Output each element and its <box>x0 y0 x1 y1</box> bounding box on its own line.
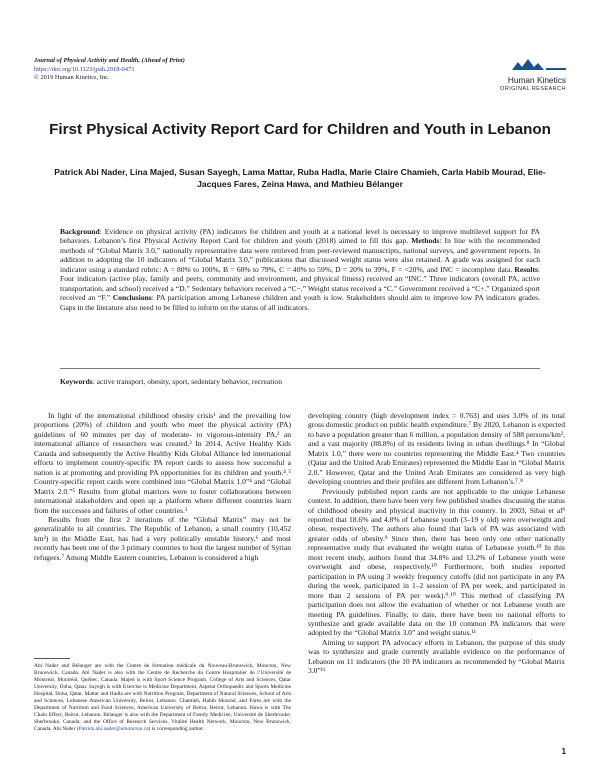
abstract-conclusions: : PA participation among Lebanese children and youth is low. Stakeholders should aim to improve low PA indicators grades. Gaps in the literature also need to be filled to inform on the status of all indicators. <box>60 293 540 312</box>
keywords-label: Keywords <box>60 377 93 386</box>
publisher-name: Human Kinetics <box>507 75 566 85</box>
abstract-conclusions-label: Conclusions <box>112 293 152 303</box>
affiliations-footnote <box>34 663 291 733</box>
author-list: Patrick Abi Nader, Lina Majed, Susan Sayegh, Lama Mattar, Ruba Hadla, Marie Claire Chamieh, Carla Habib Mourad, Elie-Jacques Fares, Zeina Hawa, and Mathieu Bélanger <box>54 167 546 189</box>
abstract-background-label: Background <box>60 227 100 236</box>
body-paragraph: Previously published report cards are not applicable to the unique Lebanese context. In addition, there have been very few published studies discussing the status of childhood obesity and physical inactivity in this country. In 2003, Sibai et al⁹ reported that 18.6% and 4.8% of Lebanese youth (3–19 y old) were overweight and obese, respectively. The authors also found that lack of PA was associated with greater odds of obesity.⁹ Since then, there has been only one other nationally representative study that evaluated the weight status of Lebanese youth.¹⁰ In this most recent study, authors found that 34.8% and 13.2% of Lebanese youth were overweight and obese, respectively.¹⁰ Furthermore, both studies reported participation in PA using 3 weekly frequency cutoffs (did not participate in any PA during the week, participated in 1–2 session of PA per week, and participated in more than 2 sessions of PA per week).⁹˒¹⁰ This method of classifying PA participation does not allow the evaluation of whether or not Lebanese youth are meeting PA guidelines. Finally, to date, there have been no national efforts to synthesize and grade available data on the 10 common PA indicators that were adopted by the “Global Matrix 3.0” and weight status.¹¹ <box>308 486 565 638</box>
footnote-text-end: ) is corresponding author. <box>148 726 205 733</box>
human-kinetics-logo-icon <box>510 58 566 72</box>
abstract-divider <box>60 368 540 369</box>
body-paragraph: In light of the international childhood obesity crisis¹ and the prevailing low proportions (20%) of children and youth who meet the physical activity (PA) guidelines of 60 minutes per day of moderate- to vigorous-intensity PA,² an international alliance of researchers was created.³ In 2014, Active Healthy Kids Canada and subsequently the Active Healthy Kids Global Alliance led international efforts to implement country-specific PA report cards to assess how successful a nation is at promoting and providing PA opportunities for its children and youth.⁴˒⁵ Country-specific report cards were combined into “Global Matrix 1.0”⁴ and “Global Matrix 2.0.”⁵ Results from global matrices were to foster collaborations between international stakeholders and open up a platform where different countries learn from the successes and failures of other countries.³ <box>34 411 291 515</box>
page-number: 1 <box>561 747 566 756</box>
body-right-column <box>308 411 565 676</box>
abstract-results-label: Results <box>514 264 538 274</box>
footnote-text: Abi Nader and Bélanger are with the Centre de formation médicale du Nouveau-Brunswick, Moncton, New Brunswick, Canada. Abi Nader is also with the Centre de Recherche du Centre Hospitalier de l’Université de Montréal, Montréal, Québec, Canada. Majed is with Sport Science Program, College of Arts and Sciences, Qatar University, Doha, Qatar. Sayegh is with Exercise is Medicine Department, Aspetar Orthopaedic and Sports Medicine Hospital, Doha, Qatar. Mattar and Hadla are with Nutrition Program, Department of Natural Sciences, School of Arts and Sciences, Lebanese American University, Beirut, Lebanon. Chamieh, Habib Mourad, and Fares are with the Department of Nutrition and Food Sciences, American University of Beirut, Beirut, Lebanon. Hawa is with The Chain Effect, Beirut, Lebanon. Bélanger is also with the Department of Family Medicine, Université de Sherbrooke, Sherbrooke, Canada; and the Office of Research Services, Vitalité Health Network, Moncton, New Brunswick, Canada. Abi Nader ( <box>34 663 291 733</box>
abstract-methods-label: Methods <box>411 236 440 246</box>
keywords-text: : active transport, obesity, sport, sedentary behavior, recreation <box>92 377 282 386</box>
section-label: ORIGINAL RESEARCH <box>500 86 566 92</box>
footnote-divider <box>34 658 70 659</box>
doi-link[interactable]: https://doi.org/10.1123/jpah.2018-0473 <box>34 65 135 73</box>
body-paragraph: Results from the first 2 iterations of the “Global Matrix” may not be generalizable to all countries. The Republic of Lebanon, a small country (10,452 km²) in the Middle East, has had a very politically unstable history,⁶ and most recently has been one of the 3 primary countries to host the largest number of Syrian refugees.⁷ Among Middle Eastern countries, Lebanon is considered a high <box>34 514 291 562</box>
abstract-results: : Four indicators (active play, family and peers, community and environment, and physical fitness) received an “INC.” Three indicators (overall PA, active transportation, and school) received a “D.” Sedentary behaviors received a “C−.” Weight status received a “C.” Government received a “C+.” Organized sport received an “F.” <box>60 264 541 303</box>
copyright: © 2019 Human Kinetics, Inc. <box>34 74 110 81</box>
keywords <box>60 377 540 386</box>
article-title: First Physical Activity Report Card for Children and Youth in Lebanon <box>49 121 551 138</box>
body-left-column <box>34 411 291 562</box>
body-paragraph: Aiming to support PA advocacy efforts in Lebanon, the purpose of this study was to synthesize and grade currently available evidence on the performance of Lebanon on 11 indicators (the 10 PA indicators as recommended by “Global Matrix 3.0”¹¹ <box>308 637 565 676</box>
abstract-methods: : In line with the recommended methods of “Global Matrix 3.0,” nationally representative data were retrieved from peer-reviewed manuscripts, national surveys, and government reports. In addition to adopting the 10 indicators of “Global Matrix 3.0,” publications that discussed weight status were also retained. A grade was assigned for each indicator using a standard rubric: A = 80% to 100%, B = 60% to 79%, C = 40% to 59%, D = 20% to 39%, F = <20%, and INC = incomplete data. <box>60 236 540 274</box>
abstract <box>60 227 540 312</box>
corresponding-email-link[interactable]: Patrick.abi.nader@umoncton.ca <box>78 726 149 733</box>
journal-name: Journal of Physical Activity and Health, (Ahead of Print) <box>34 57 185 64</box>
abstract-background: : Evidence on physical activity (PA) indicators for children and youth at a national level is necessary to improve multilevel support for PA behaviors. Lebanon’s first Physical Activity Report Card for children and youth (2018) aimed to fill this gap. <box>60 227 540 246</box>
body-paragraph: developing country (high development index = 0.763) and uses 3.0% of its total gross domestic product on public health expenditure.⁷ By 2020, Lebanon is expected to have a population greater than 6 million, a population density of 588 persons/km², and a vast majority (88.8%) of its residents living in urban dwellings.⁸ In “Global Matrix 1.0,” there were no countries representing the Middle East.⁴ Two countries (Qatar and the United Arab Emirates) represented the Middle East in “Global Matrix 2.0.” However, Qatar and the United Arab Emirates are considered as very high developing countries and their profiles are different from Lebanon’s.⁷˒⁸ <box>308 411 565 487</box>
journal-header <box>34 57 185 83</box>
